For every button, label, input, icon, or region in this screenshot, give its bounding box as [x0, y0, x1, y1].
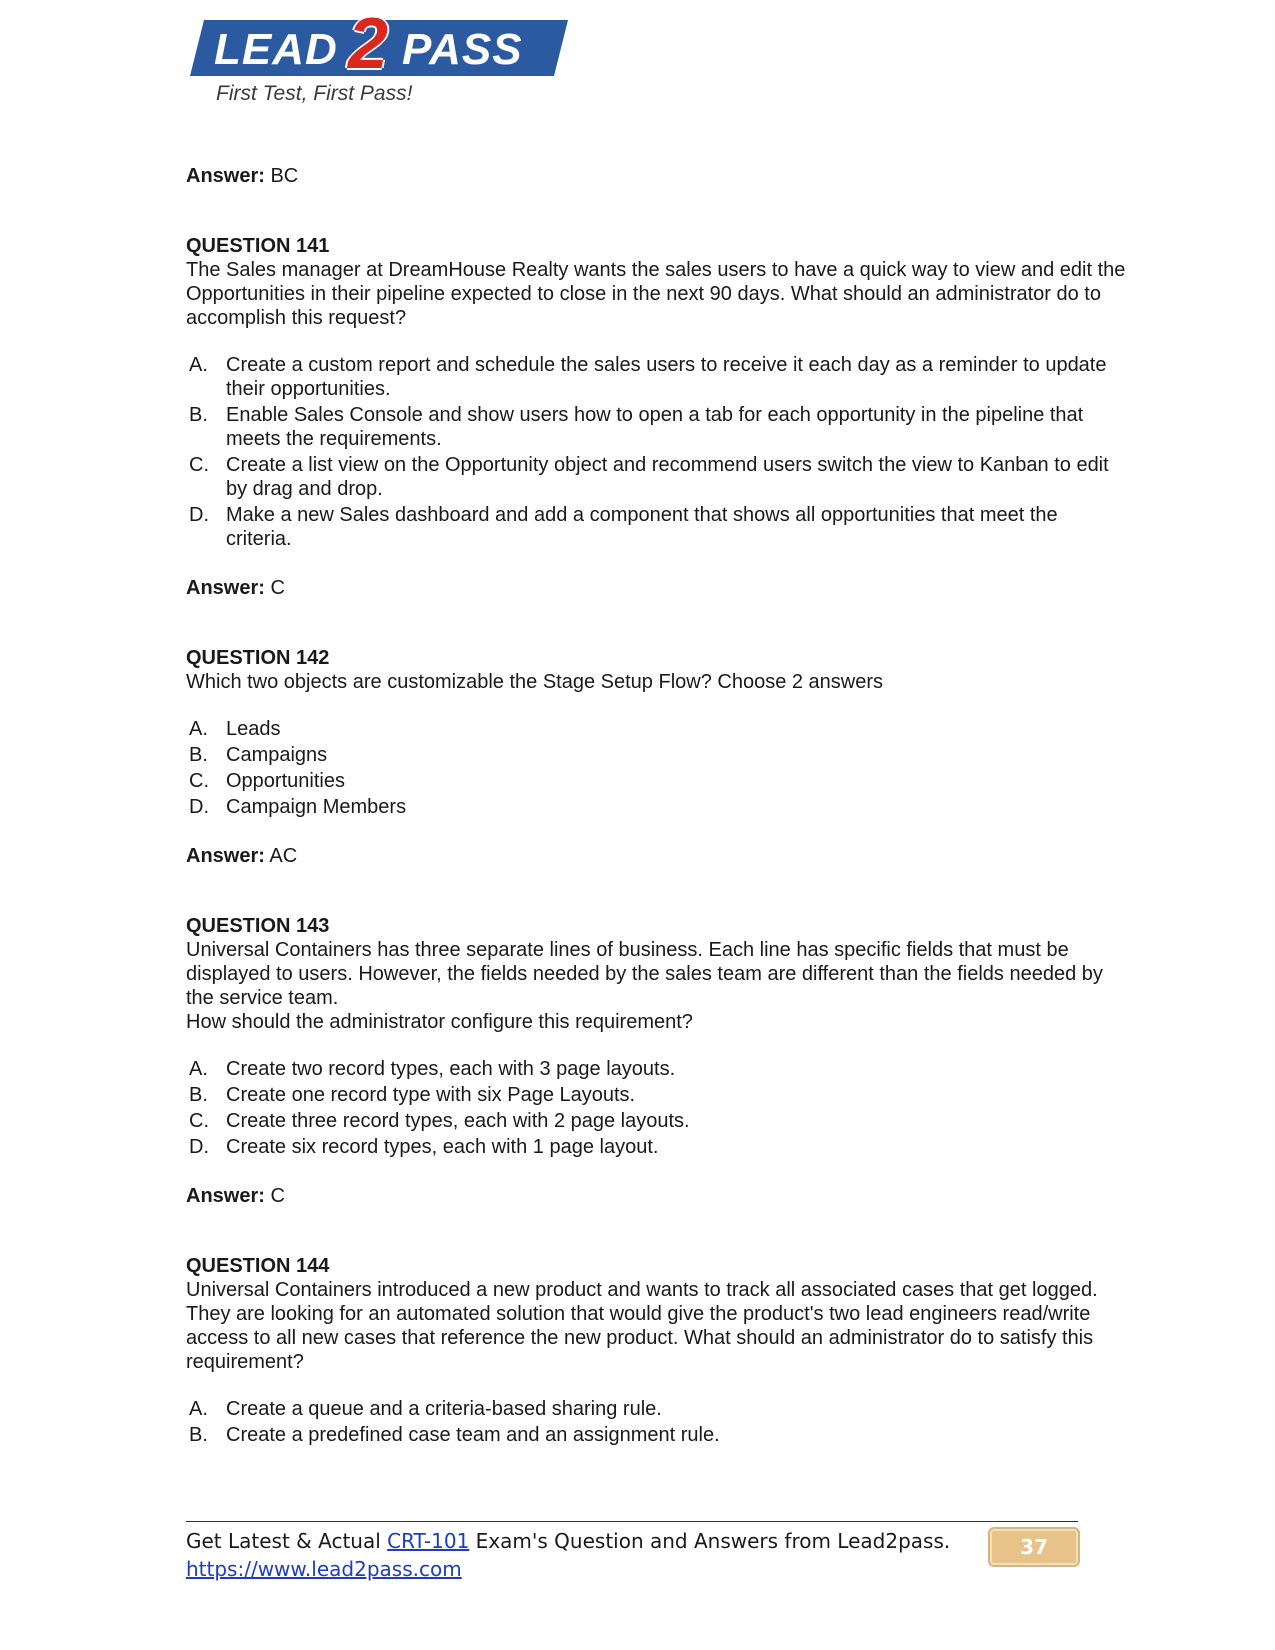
footer: [186, 1527, 950, 1583]
option-text: Create six record types, each with 1 page layout.: [226, 1136, 659, 1158]
option-text: Create a list view on the Opportunity object and recommend users switch the view to Kanban to edit by drag and drop.: [226, 454, 1109, 500]
option-text: Enable Sales Console and show users how to open a tab for each opportunity in the pipeline that meets the requirements.: [226, 404, 1084, 450]
option-item: [186, 1083, 1126, 1107]
footer-divider: [186, 1521, 1078, 1522]
option-text: Create three record types, each with 2 page layouts.: [226, 1110, 690, 1132]
logo-tagline: First Test, First Pass!: [216, 82, 413, 105]
option-letter: B.: [189, 1084, 208, 1106]
option-item: [186, 403, 1126, 451]
option-text: Campaign Members: [226, 796, 407, 818]
question-text: The Sales manager at DreamHouse Realty wants the sales users to have a quick way to view and edit the Opportunities in their pipeline expected to close in the next 90 days. What should an administrator do to accomplish this request?: [186, 259, 1126, 329]
answer-line: [186, 844, 1126, 868]
option-item: [186, 1109, 1126, 1133]
option-item: [186, 717, 1126, 741]
option-text: Create two record types, each with 3 page layouts.: [226, 1058, 676, 1080]
option-letter: C.: [189, 454, 209, 476]
exam-link[interactable]: CRT-101: [387, 1529, 470, 1553]
option-item: [186, 453, 1126, 501]
option-item: [186, 743, 1126, 767]
answer-label: Answer:: [186, 1185, 265, 1207]
option-item: [186, 795, 1126, 819]
answer-value: C: [270, 1185, 285, 1207]
question-title: QUESTION 143: [186, 915, 330, 937]
footer-prefix: Get Latest & Actual: [186, 1529, 388, 1553]
option-item: [186, 769, 1126, 793]
question-text: Which two objects are customizable the Stage Setup Flow? Choose 2 answers: [186, 671, 884, 693]
document-content: [186, 164, 1126, 1449]
lead2pass-logo: [190, 4, 580, 108]
answer-value: AC: [269, 845, 298, 867]
question-title: QUESTION 142: [186, 647, 330, 669]
option-text: Create a queue and a criteria-based sharing rule.: [226, 1398, 662, 1420]
question-block: [186, 1254, 1126, 1447]
answer-line: [186, 1184, 1126, 1208]
options-list: [186, 1397, 1126, 1447]
answer-label: Answer:: [186, 845, 265, 867]
option-text: Create one record type with six Page Layouts.: [226, 1084, 636, 1106]
option-letter: B.: [189, 404, 208, 426]
answer-value: BC: [270, 165, 299, 187]
option-letter: C.: [189, 770, 209, 792]
footer-line: [186, 1527, 950, 1555]
option-letter: A.: [189, 1058, 208, 1080]
option-item: [186, 1057, 1126, 1081]
question-text: How should the administrator configure this requirement?: [186, 1011, 693, 1033]
footer-suffix: Exam's Question and Answers from Lead2pass.: [469, 1529, 951, 1553]
option-letter: A.: [189, 354, 208, 376]
question-block: [186, 234, 1126, 600]
options-list: [186, 1057, 1126, 1159]
option-letter: D.: [189, 1136, 209, 1158]
option-letter: B.: [189, 1424, 208, 1446]
option-item: [186, 503, 1126, 551]
option-letter: A.: [189, 718, 208, 740]
logo-lead-text: LEAD: [214, 25, 338, 74]
answer-line: [186, 164, 1126, 188]
option-letter: D.: [189, 796, 209, 818]
answer-label: Answer:: [186, 165, 265, 187]
page-number-badge: 37: [988, 1527, 1080, 1567]
options-list: [186, 717, 1126, 819]
options-list: [186, 353, 1126, 551]
answer-line: [186, 576, 1126, 600]
option-item: [186, 1135, 1126, 1159]
option-text: Opportunities: [226, 770, 345, 792]
answer-value: C: [270, 577, 285, 599]
option-text: Leads: [226, 718, 281, 740]
option-text: Make a new Sales dashboard and add a component that shows all opportunities that meet the criteria.: [226, 504, 1058, 550]
option-item: [186, 1397, 1126, 1421]
option-letter: C.: [189, 1110, 209, 1132]
question-text: Universal Containers introduced a new product and wants to track all associated cases that get logged. They are looking for an automated solution that would give the product's two lead engineers read/write access to all new cases that reference the new product. What should an administrator do to satisfy this requirement?: [186, 1279, 1098, 1373]
question-block: [186, 914, 1126, 1208]
option-item: [186, 1423, 1126, 1447]
option-letter: A.: [189, 1398, 208, 1420]
question-title: QUESTION 141: [186, 235, 330, 257]
question-title: QUESTION 144: [186, 1255, 330, 1277]
option-letter: B.: [189, 744, 208, 766]
option-letter: D.: [189, 504, 209, 526]
question-block: [186, 646, 1126, 868]
site-link[interactable]: https://www.lead2pass.com: [186, 1557, 462, 1581]
option-text: Create a predefined case team and an assignment rule.: [226, 1424, 720, 1446]
question-text: Universal Containers has three separate lines of business. Each line has specific fields that must be displayed to users. However, the fields needed by the sales team are different than the fields needed by the service team.: [186, 939, 1103, 1009]
logo-pass-text: PASS: [402, 25, 523, 74]
option-text: Campaigns: [226, 744, 328, 766]
logo-two-text: 2: [348, 4, 389, 84]
answer-label: Answer:: [186, 577, 265, 599]
option-item: [186, 353, 1126, 401]
option-text: Create a custom report and schedule the sales users to receive it each day as a reminder to update their opportunities.: [226, 354, 1107, 400]
